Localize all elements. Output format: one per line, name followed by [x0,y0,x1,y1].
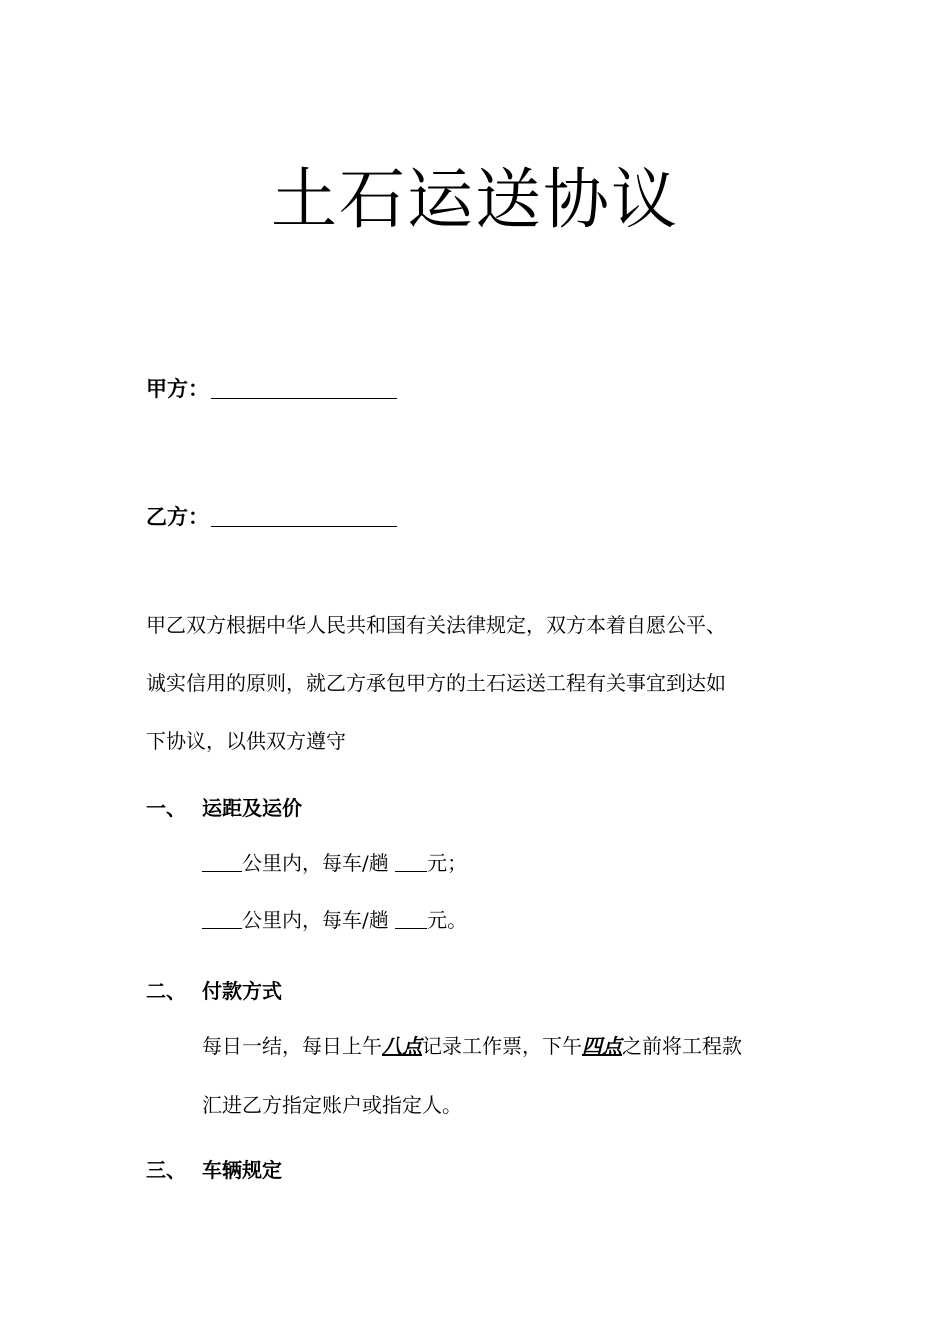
price-blank [395,910,427,929]
payment-afternoon-time: 四点 [582,1034,622,1058]
intro-line-2: 诚实信用的原则，就乙方承包甲方的土石运送工程有关事宜到达如 [146,671,726,695]
payment-text-part: 每日一结，每日上午 [202,1034,382,1058]
rate-line-1 [202,848,467,878]
section-title: 车辆规定 [202,1158,282,1182]
intro-line-1: 甲乙双方根据中华人民共和国有关法律规定，双方本着自愿公平、 [146,613,726,637]
section-number: 二、 [146,979,186,1003]
rate-suffix: 元； [427,851,468,875]
section-heading-vehicle-rules [146,1155,282,1185]
party-a-blank-line [211,378,397,399]
price-blank [395,853,427,872]
payment-line-1 [202,1031,742,1061]
document-title: 土石运送协议 [271,161,679,238]
section-number: 一、 [146,796,186,820]
payment-text-part: 之前将工程款 [622,1034,742,1058]
rate-suffix: 元。 [427,908,468,932]
section-title: 运距及运价 [202,796,302,820]
section-heading-distance-price [146,793,302,823]
payment-line-2: 汇进乙方指定账户或指定人。 [202,1093,462,1117]
party-a-label: 甲方： [146,377,209,401]
rate-line-2 [202,905,467,935]
party-b-label: 乙方： [146,505,209,529]
section-number: 三、 [146,1158,186,1182]
payment-text-part: 记录工作票，下午 [422,1034,582,1058]
section-heading-payment [146,976,282,1006]
rate-unit: 公里内，每车/趟 [242,908,389,932]
party-a-field [146,374,397,404]
intro-line-3: 下协议，以供双方遵守 [146,729,346,753]
party-b-field [146,502,397,532]
rate-unit: 公里内，每车/趟 [242,851,389,875]
section-title: 付款方式 [202,979,282,1003]
party-b-blank-line [211,506,397,527]
distance-blank [202,910,242,929]
distance-blank [202,853,242,872]
payment-morning-time: 八点 [382,1034,422,1058]
